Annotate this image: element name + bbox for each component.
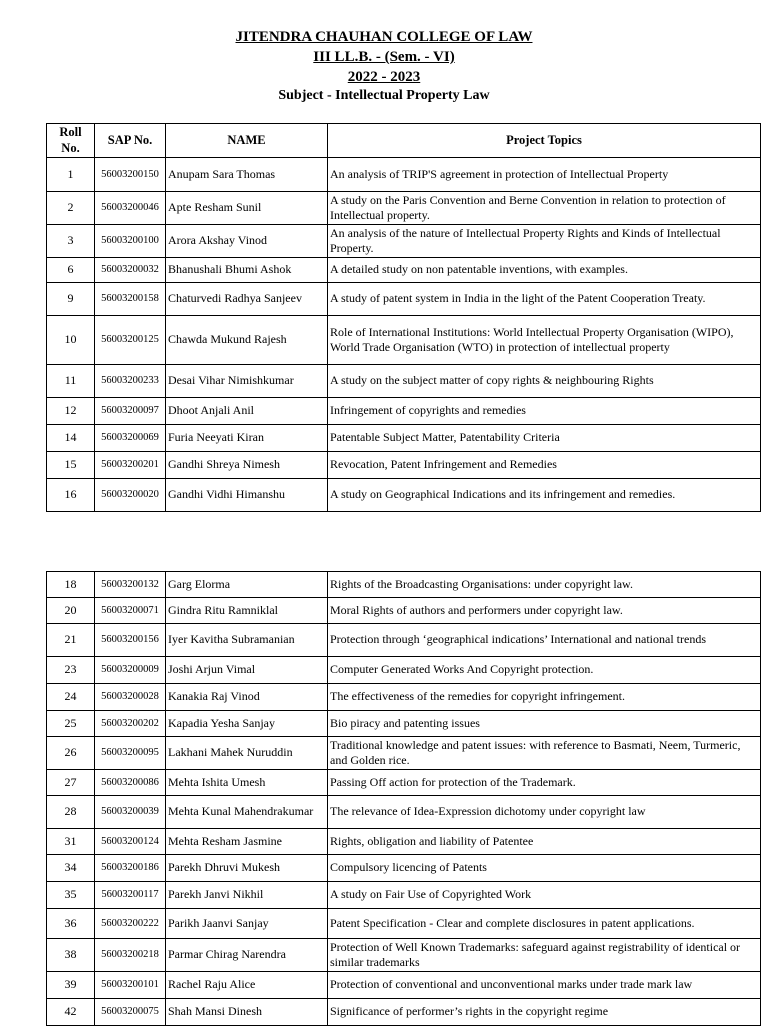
topic-cell: Significance of performer’s rights in the copyright regime [328, 999, 761, 1026]
name-cell: Gandhi Vidhi Himanshu [166, 479, 328, 512]
table-row [47, 939, 761, 972]
sap-cell: 56003200150 [95, 158, 166, 192]
roll-cell: 42 [47, 999, 95, 1026]
sap-cell: 56003200202 [95, 711, 166, 737]
roll-cell: 31 [47, 829, 95, 855]
name-cell: Mehta Ishita Umesh [166, 770, 328, 796]
college-title: JITENDRA CHAUHAN COLLEGE OF LAW [235, 29, 533, 45]
project-table-2 [46, 571, 761, 1026]
roll-cell: 28 [47, 796, 95, 829]
roll-cell: 39 [47, 972, 95, 999]
sap-cell: 56003200009 [95, 657, 166, 684]
table-row [47, 425, 761, 452]
roll-cell: 2 [47, 192, 95, 225]
name-cell: Lakhani Mahek Nuruddin [166, 737, 328, 770]
sap-cell: 56003200132 [95, 572, 166, 598]
roll-cell: 6 [47, 258, 95, 283]
sap-cell: 56003200020 [95, 479, 166, 512]
topic-cell: Revocation, Patent Infringement and Remedies [328, 452, 761, 479]
topic-cell: Compulsory licencing of Patents [328, 855, 761, 882]
sap-cell: 56003200158 [95, 283, 166, 316]
topic-cell: Moral Rights of authors and performers under copyright law. [328, 598, 761, 624]
sap-cell: 56003200071 [95, 598, 166, 624]
name-cell: Gandhi Shreya Nimesh [166, 452, 328, 479]
topic-cell: A detailed study on non patentable inventions, with examples. [328, 258, 761, 283]
sap-cell: 56003200117 [95, 882, 166, 909]
sap-cell: 56003200039 [95, 796, 166, 829]
roll-cell: 21 [47, 624, 95, 657]
roll-cell: 34 [47, 855, 95, 882]
sap-cell: 56003200097 [95, 398, 166, 425]
roll-cell: 26 [47, 737, 95, 770]
topic-cell: The relevance of Idea-Expression dichotomy under copyright law [328, 796, 761, 829]
sap-cell: 56003200222 [95, 909, 166, 939]
table-row [47, 225, 761, 258]
name-cell: Chaturvedi Radhya Sanjeev [166, 283, 328, 316]
topic-cell: Rights of the Broadcasting Organisations: under copyright law. [328, 572, 761, 598]
roll-cell: 36 [47, 909, 95, 939]
name-cell: Parikh Jaanvi Sanjay [166, 909, 328, 939]
table-row [47, 770, 761, 796]
sap-cell: 56003200095 [95, 737, 166, 770]
roll-cell: 20 [47, 598, 95, 624]
name-cell: Desai Vihar Nimishkumar [166, 365, 328, 398]
name-cell: Parmar Chirag Narendra [166, 939, 328, 972]
sap-cell: 56003200218 [95, 939, 166, 972]
roll-cell: 27 [47, 770, 95, 796]
sap-cell: 56003200156 [95, 624, 166, 657]
name-cell: Chawda Mukund Rajesh [166, 316, 328, 365]
sap-header: SAP No. [95, 124, 166, 158]
sap-cell: 56003200125 [95, 316, 166, 365]
name-cell: Bhanushali Bhumi Ashok [166, 258, 328, 283]
academic-year: 2022 - 2023 [347, 69, 421, 85]
name-cell: Parekh Janvi Nikhil [166, 882, 328, 909]
name-cell: Joshi Arjun Vimal [166, 657, 328, 684]
topic-cell: A study on the subject matter of copy rights & neighbouring Rights [328, 365, 761, 398]
sap-cell: 56003200028 [95, 684, 166, 711]
table-row [47, 796, 761, 829]
table-row [47, 684, 761, 711]
name-cell: Garg Elorma [166, 572, 328, 598]
topic-cell: A study of patent system in India in the light of the Patent Cooperation Treaty. [328, 283, 761, 316]
name-cell: Anupam Sara Thomas [166, 158, 328, 192]
name-cell: Parekh Dhruvi Mukesh [166, 855, 328, 882]
roll-cell: 12 [47, 398, 95, 425]
name-cell: Kanakia Raj Vinod [166, 684, 328, 711]
roll-cell: 9 [47, 283, 95, 316]
table-row [47, 283, 761, 316]
sap-cell: 56003200069 [95, 425, 166, 452]
roll-cell: 23 [47, 657, 95, 684]
roll-cell: 1 [47, 158, 95, 192]
topic-cell: A study on Geographical Indications and its infringement and remedies. [328, 479, 761, 512]
roll-cell: 10 [47, 316, 95, 365]
name-cell: Kapadia Yesha Sanjay [166, 711, 328, 737]
topic-header: Project Topics [328, 124, 761, 158]
table-row [47, 624, 761, 657]
table-row [47, 829, 761, 855]
topic-cell: Protection of conventional and unconventional marks under trade mark law [328, 972, 761, 999]
table-row [47, 909, 761, 939]
sap-cell: 56003200046 [95, 192, 166, 225]
roll-cell: 14 [47, 425, 95, 452]
table-row [47, 855, 761, 882]
table-row [47, 972, 761, 999]
table-row [47, 737, 761, 770]
name-cell: Arora Akshay Vinod [166, 225, 328, 258]
table-row [47, 258, 761, 283]
topic-cell: Bio piracy and patenting issues [328, 711, 761, 737]
roll-cell: 15 [47, 452, 95, 479]
sap-cell: 56003200032 [95, 258, 166, 283]
subject-title: Subject - Intellectual Property Law [278, 88, 490, 103]
name-cell: Mehta Kunal Mahendrakumar [166, 796, 328, 829]
roll-cell: 3 [47, 225, 95, 258]
topic-cell: Patent Specification - Clear and complete disclosures in patent applications. [328, 909, 761, 939]
topic-cell: Traditional knowledge and patent issues: with reference to Basmati, Neem, Turmeric, and Golden rice. [328, 737, 761, 770]
name-cell: Dhoot Anjali Anil [166, 398, 328, 425]
topic-cell: Infringement of copyrights and remedies [328, 398, 761, 425]
table-row [47, 316, 761, 365]
roll-cell: 25 [47, 711, 95, 737]
topic-cell: Role of International Institutions: World Intellectual Property Organisation (WIPO), World Trade Organisation (WTO) in protection of intellectual property [328, 316, 761, 365]
table-header-row [47, 124, 761, 158]
table-row [47, 711, 761, 737]
table-row [47, 598, 761, 624]
topic-cell: Computer Generated Works And Copyright protection. [328, 657, 761, 684]
table-row [47, 882, 761, 909]
topic-cell: A study on Fair Use of Copyrighted Work [328, 882, 761, 909]
name-cell: Mehta Resham Jasmine [166, 829, 328, 855]
sap-cell: 56003200075 [95, 999, 166, 1026]
topic-cell: The effectiveness of the remedies for copyright infringement. [328, 684, 761, 711]
table-row [47, 192, 761, 225]
topic-cell: Protection through ‘geographical indications’ International and national trends [328, 624, 761, 657]
sap-cell: 56003200086 [95, 770, 166, 796]
sap-cell: 56003200186 [95, 855, 166, 882]
table-row [47, 999, 761, 1026]
table-row [47, 452, 761, 479]
topic-cell: Patentable Subject Matter, Patentability Criteria [328, 425, 761, 452]
topic-cell: Passing Off action for protection of the Trademark. [328, 770, 761, 796]
name-cell: Furia Neeyati Kiran [166, 425, 328, 452]
roll-header: Roll No. [47, 124, 95, 158]
name-cell: Gindra Ritu Ramniklal [166, 598, 328, 624]
topic-cell: Protection of Well Known Trademarks: safeguard against registrability of identical or similar trademarks [328, 939, 761, 972]
sap-cell: 56003200101 [95, 972, 166, 999]
table-row [47, 572, 761, 598]
name-cell: Rachel Raju Alice [166, 972, 328, 999]
table-row [47, 398, 761, 425]
sap-cell: 56003200100 [95, 225, 166, 258]
table-row [47, 657, 761, 684]
name-cell: Apte Resham Sunil [166, 192, 328, 225]
name-cell: Iyer Kavitha Subramanian [166, 624, 328, 657]
roll-cell: 11 [47, 365, 95, 398]
table-row [47, 479, 761, 512]
name-cell: Shah Mansi Dinesh [166, 999, 328, 1026]
sap-cell: 56003200233 [95, 365, 166, 398]
project-table-1 [46, 123, 761, 512]
topic-cell: An analysis of TRIP'S agreement in protection of Intellectual Property [328, 158, 761, 192]
roll-cell: 24 [47, 684, 95, 711]
roll-cell: 16 [47, 479, 95, 512]
roll-cell: 18 [47, 572, 95, 598]
course-title: III LL.B. - (Sem. - VI) [313, 49, 455, 65]
roll-cell: 35 [47, 882, 95, 909]
table-row [47, 158, 761, 192]
table-row [47, 365, 761, 398]
topic-cell: A study on the Paris Convention and Berne Convention in relation to protection of Intellectual property. [328, 192, 761, 225]
topic-cell: An analysis of the nature of Intellectual Property Rights and Kinds of Intellectual Property. [328, 225, 761, 258]
topic-cell: Rights, obligation and liability of Patentee [328, 829, 761, 855]
sap-cell: 56003200124 [95, 829, 166, 855]
sap-cell: 56003200201 [95, 452, 166, 479]
name-header: NAME [166, 124, 328, 158]
roll-cell: 38 [47, 939, 95, 972]
